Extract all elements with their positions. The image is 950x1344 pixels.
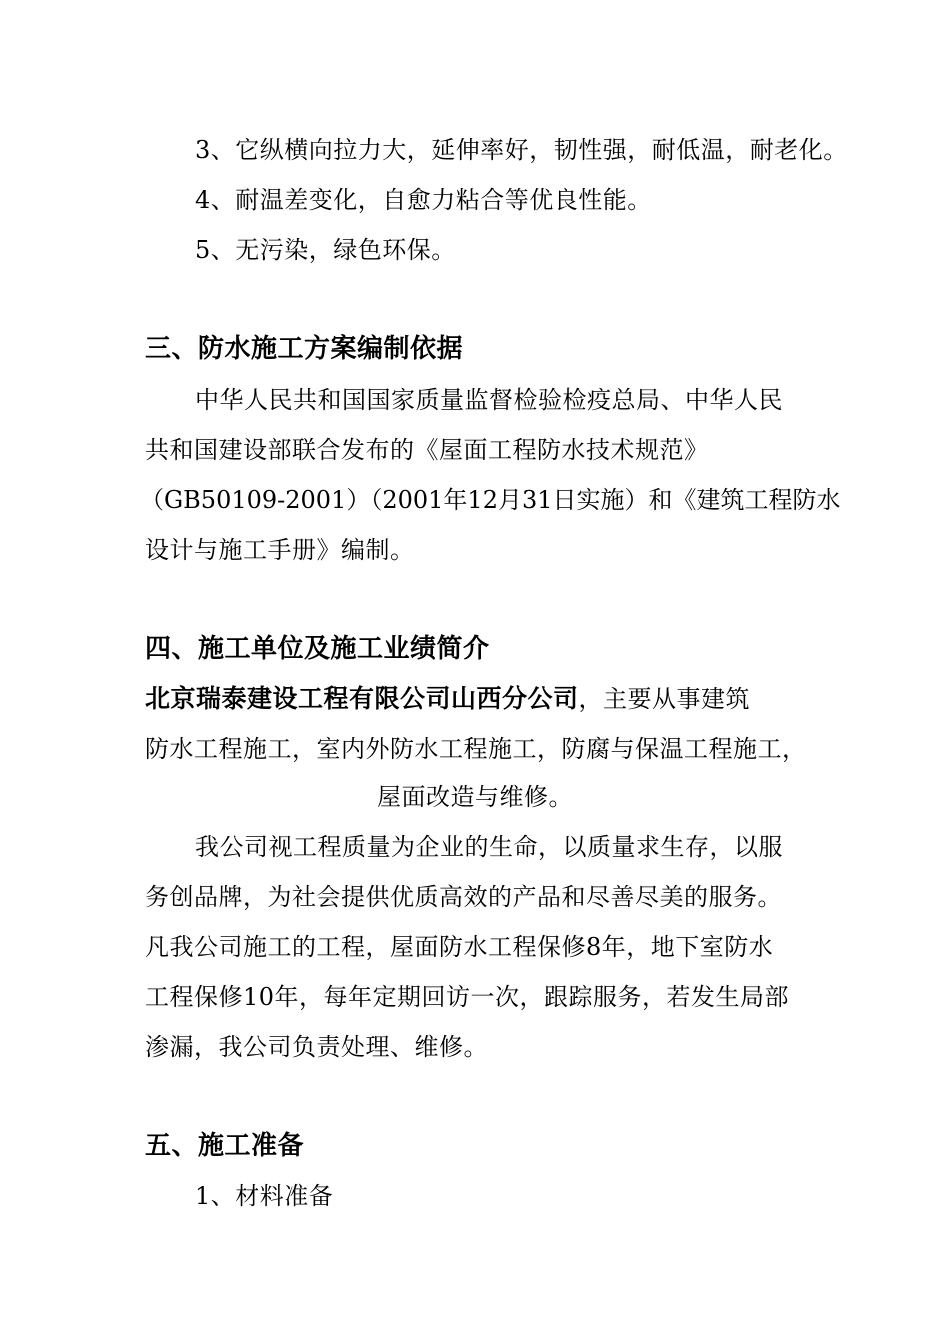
section-4-para2-line-3: 凡我公司施工的工程，屋面防水工程保修8年，地下室防水 bbox=[145, 933, 774, 961]
section-3-line-1: 中华人民共和国国家质量监督检验检疫总局、中华人民 bbox=[195, 386, 783, 414]
company-name: 北京瑞泰建设工程有限公司山西分公司 bbox=[145, 684, 579, 713]
section-3-line-3: （GB50109-2001）（2001年12月31日实施）和《建筑工程防水 bbox=[140, 486, 841, 514]
company-intro-rest: ，主要从事建筑 bbox=[578, 685, 751, 713]
section-4-heading: 四、施工单位及施工业绩简介 bbox=[145, 634, 490, 664]
list-item-5: 5、无污染，绿色环保。 bbox=[195, 236, 456, 264]
company-intro-line-2: 防水工程施工，室内外防水工程施工，防腐与保温工程施工， bbox=[145, 735, 807, 763]
section-3-line-4: 设计与施工手册》编制。 bbox=[145, 536, 415, 564]
section-5-heading: 五、施工准备 bbox=[145, 1131, 305, 1161]
company-intro-line-1 bbox=[145, 682, 750, 716]
section-4-para2-line-4: 工程保修10年，每年定期回访一次，跟踪服务，若发生局部 bbox=[145, 983, 790, 1011]
company-intro-line-3: 屋面改造与维修。 bbox=[377, 783, 573, 811]
section-4-para2-line-1: 我公司视工程质量为企业的生命，以质量求生存，以服 bbox=[195, 833, 783, 861]
section-4-para2-line-5: 渗漏，我公司负责处理、维修。 bbox=[145, 1033, 488, 1061]
section-4-para2-line-2: 务创品牌，为社会提供优质高效的产品和尽善尽美的服务。 bbox=[145, 883, 782, 911]
section-3-heading: 三、防水施工方案编制依据 bbox=[145, 334, 464, 364]
list-item-3: 3、它纵横向拉力大，延伸率好，韧性强，耐低温，耐老化。 bbox=[195, 136, 848, 164]
section-3-line-2: 共和国建设部联合发布的《屋面工程防水技术规范》 bbox=[145, 436, 709, 464]
section-5-item-1: 1、材料准备 bbox=[195, 1182, 334, 1210]
list-item-4: 4、耐温差变化，自愈力粘合等优良性能。 bbox=[195, 186, 652, 214]
